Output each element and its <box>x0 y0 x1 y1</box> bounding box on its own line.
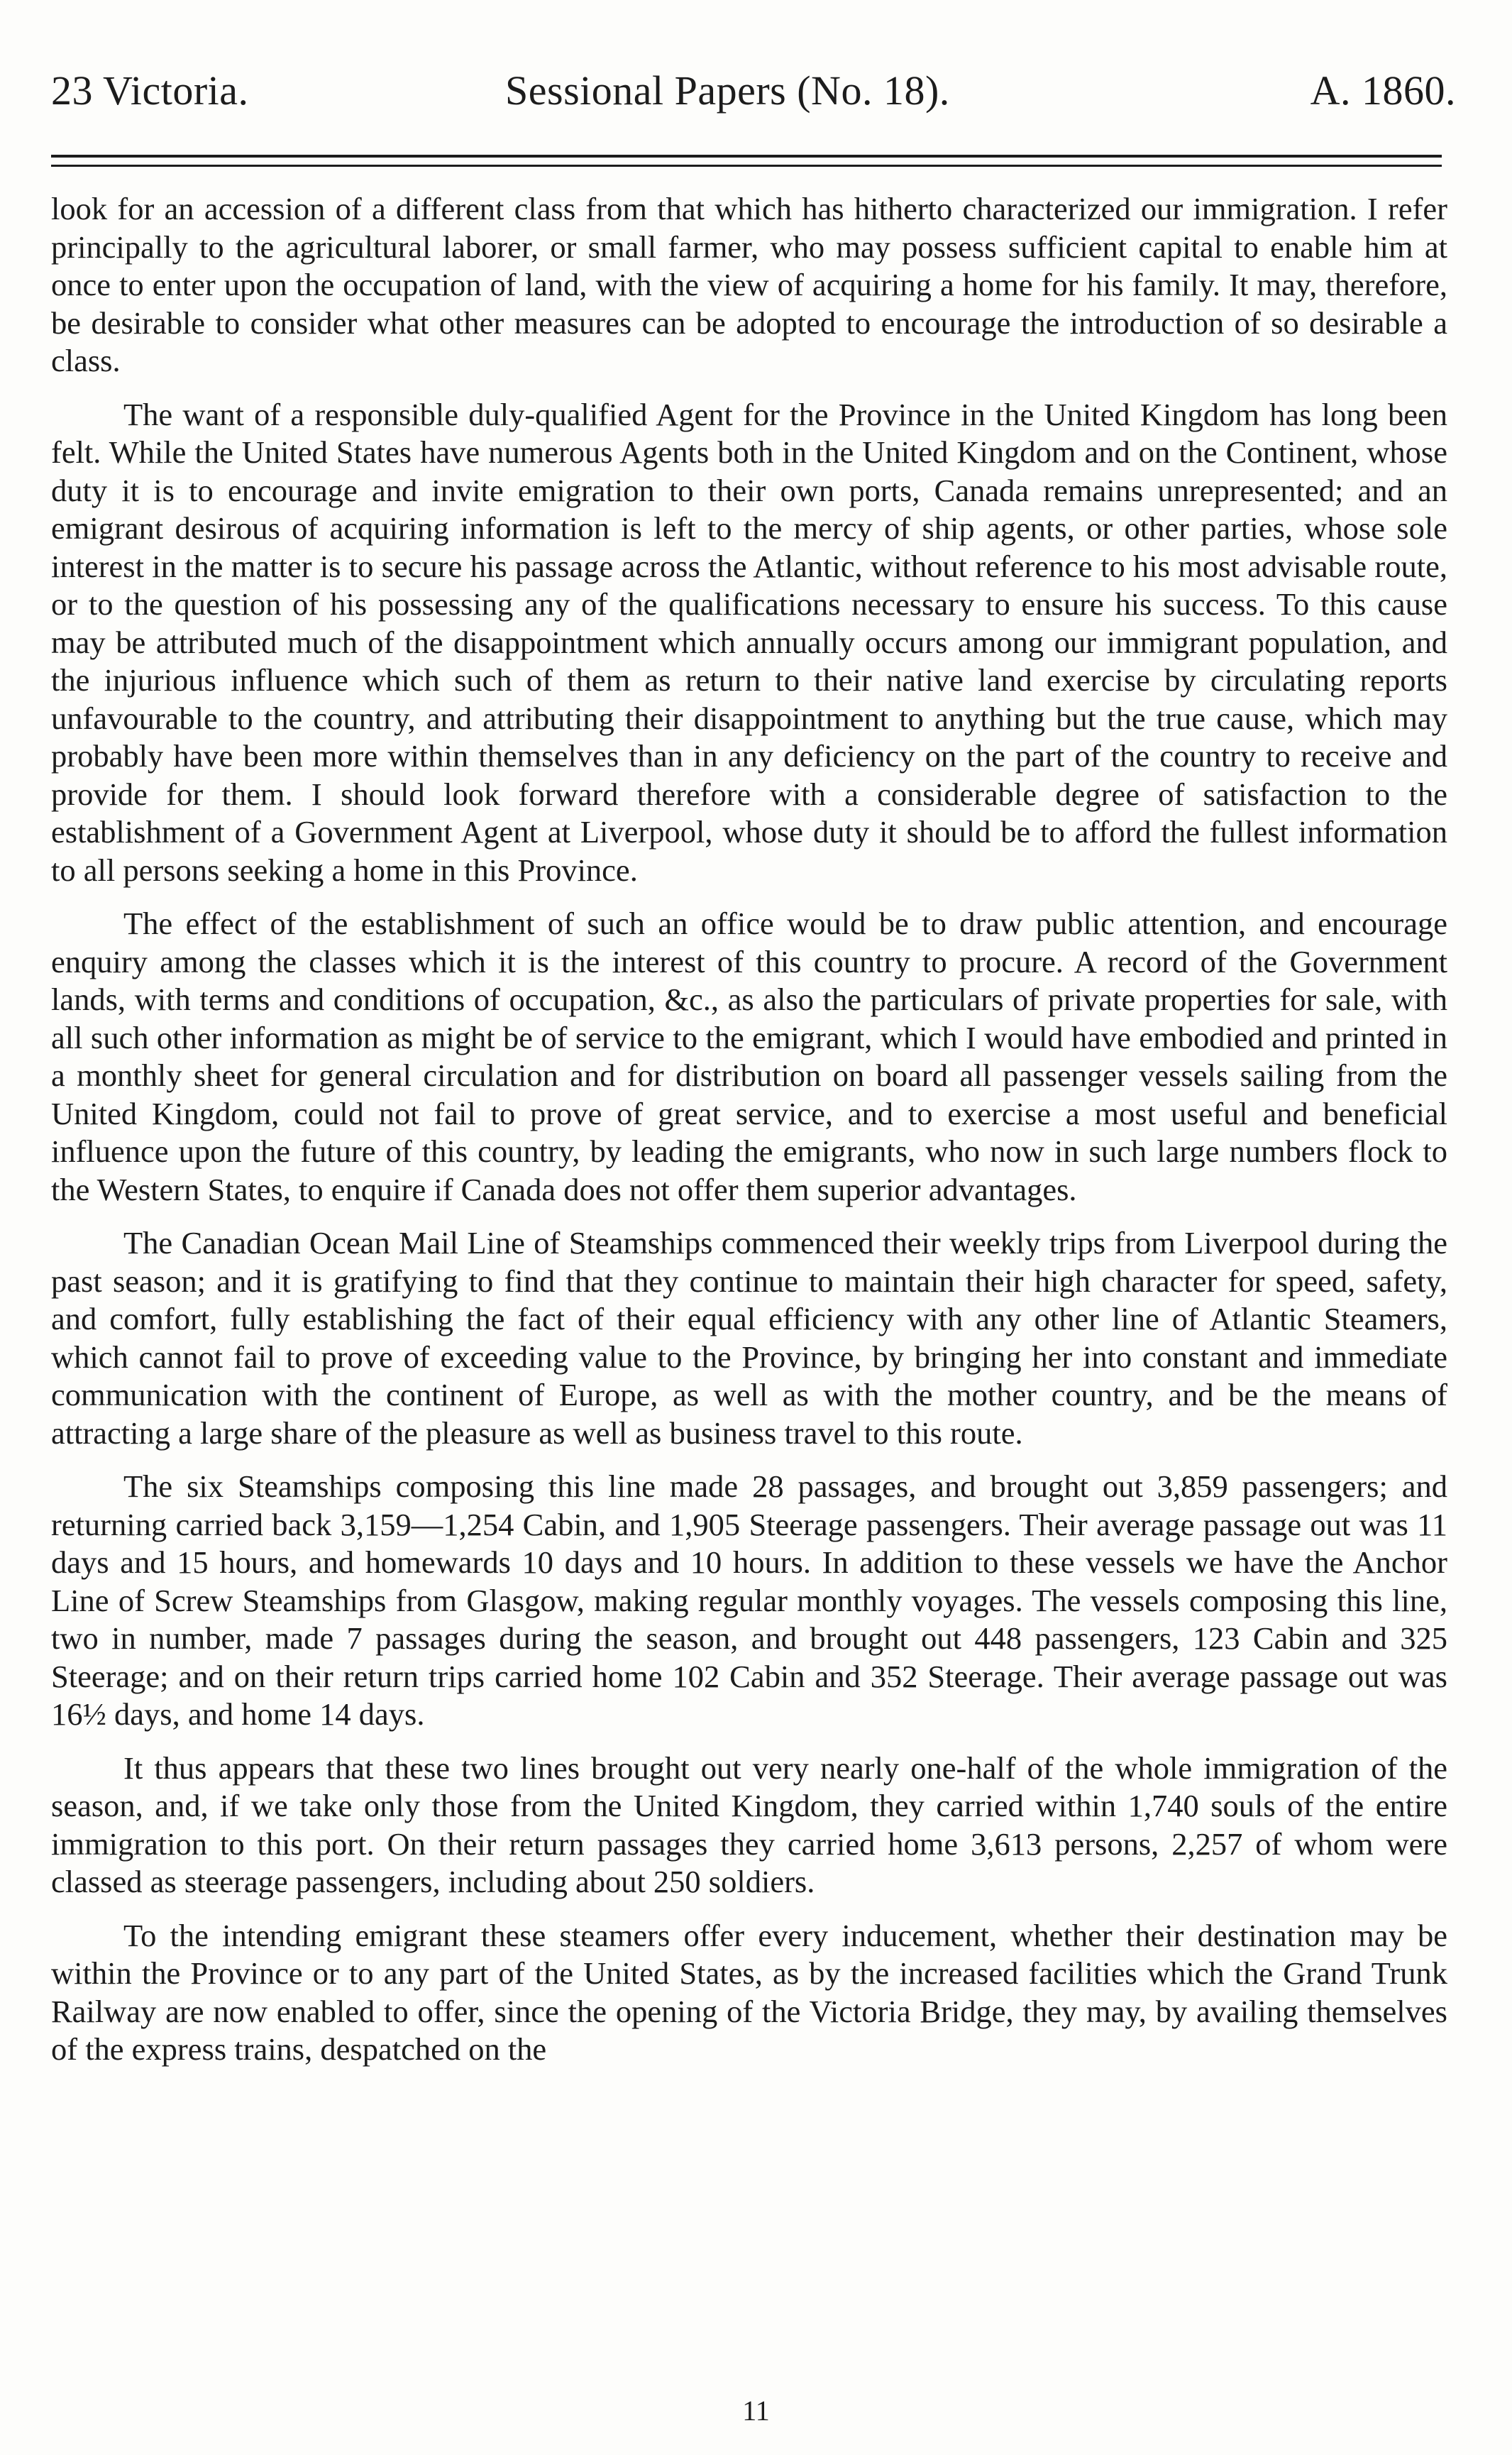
header-rule-thick <box>51 155 1442 158</box>
header-title: Sessional Papers (No. 18). <box>505 67 950 114</box>
body-text <box>51 190 1447 2085</box>
paragraph-1: look for an accession of a different class from that which has hitherto characterized our immigration. I refer principally to the agricultural laborer, or small farmer, who may possess sufficient capital to enable him at once to enter upon the occupation of land, with the view of acquiring a home for his family. It may, therefore, be desirable to consider what other measures can be adopted to encourage the introduction of so desirable a class. <box>51 191 1447 378</box>
paragraph-4: The Canadian Ocean Mail Line of Steamships commenced their weekly trips from Liverpool during the past season; and it is gratifying to find that they continue to maintain their high character for speed, safety, and comfort, fully establishing the fact of their equal efficiency with any other line of Atlantic Steamers, which cannot fail to prove of exceeding value to the Province, by bringing her into constant and immediate communication with the continent of Europe, as well as with the mother country, and be the means of attracting a large share of the pleasure as well as business travel to this route. <box>51 1225 1447 1451</box>
header-rule-thin <box>51 165 1442 167</box>
header-session: 23 Victoria. <box>51 67 249 114</box>
paragraph-3: The effect of the establishment of such an office would be to draw public attention, and encourage enquiry among the classes which it is the interest of this country to procure. A record of the Government lands, with terms and conditions of occupation, &c., as also the particulars of private properties for sale, with all such other information as might be of service to the emigrant, which I would have embodied and printed in a monthly sheet for general circulation and for distribution on board all passenger vessels sailing from the United Kingdom, could not fail to prove of great service, and to exercise a most useful and beneficial influence upon the future of this country, by leading the emigrants, who now in such large numbers flock to the Western States, to enquire if Canada does not offer them superior advantages. <box>51 906 1447 1207</box>
page-number: 11 <box>742 2395 770 2427</box>
paragraph-7: To the intending emigrant these steamers offer every inducement, whether their destination may be within the Province or to any part of the United States, as by the increased facilities which the Grand Trunk Railway are now enabled to offer, since the opening of the Victoria Bridge, they may, by availing themselves of the express trains, despatched on the <box>51 1917 1447 2067</box>
paragraph-6: It thus appears that these two lines brought out very nearly one-half of the whole immigration of the season, and, if we take only those from the United Kingdom, they carried within 1,740 souls of the entire immigration to this port. On their return passages they carried home 3,613 persons, 2,257 of whom were classed as steerage passengers, including about 250 soldiers. <box>51 1750 1447 1899</box>
paragraph-5: The six Steamships composing this line made 28 passages, and brought out 3,859 passengers; and returning carried back 3,159—1,254 Cabin, and 1,905 Steerage passengers. Their average passage out was 11 days and 15 hours, and homewards 10 days and 10 hours. In addition to these vessels we have the Anchor Line of Screw Steamships from Glasgow, making regular monthly voyages. The vessels composing this line, two in number, made 7 passages during the season, and brought out 448 passengers, 123 Cabin and 325 Steerage; and on their return trips carried home 102 Cabin and 352 Steerage. Their average passage out was 16½ days, and home 14 days. <box>51 1468 1447 1732</box>
header-year: A. 1860. <box>1310 67 1456 114</box>
running-header <box>51 62 1456 119</box>
paragraph-2: The want of a responsible duly-qualified Agent for the Province in the United Kingdom has long been felt. While the United States have numerous Agents both in the United Kingdom and on the Continent, whose duty it is to encourage and invite emigration to their own ports, Canada remains unrepresented; and an emigrant desirous of acquiring information is left to the mercy of ship agents, or other parties, whose sole interest in the matter is to secure his passage across the Atlantic, without reference to his most advisable route, or to the question of his possessing any of the qualifications necessary to ensure his success. To this cause may be attributed much of the disappointment which annually occurs among our immigrant population, and the injurious influence which such of them as return to their native land exercise by circulating reports unfavourable to the country, and attributing their disappointment to anything but the true cause, which may probably have been more within themselves than in any deficiency on the part of the country to receive and provide for them. I should look forward therefore with a considerable degree of satisfaction to the establishment of a Government Agent at Liverpool, whose duty it should be to afford the fullest information to all persons seeking a home in this Province. <box>51 396 1447 888</box>
